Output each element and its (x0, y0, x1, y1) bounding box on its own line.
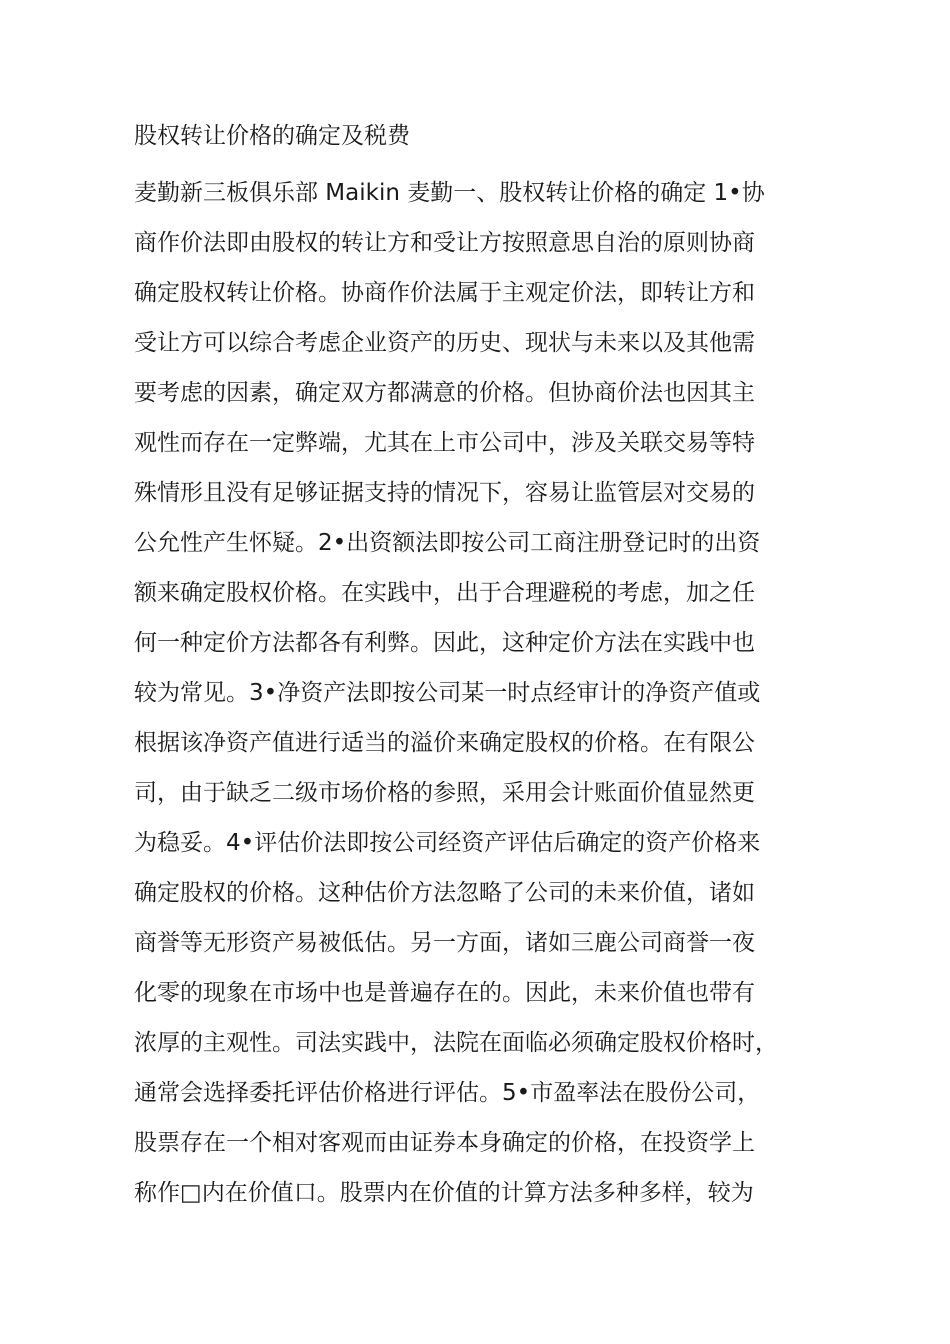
body-line: 化零的现象在市场中也是普遍存在的。因此，未来价值也带有 (134, 980, 755, 1006)
body-line: 公允性产生怀疑。2•出资额法即按公司工商注册登记时的出资 (134, 530, 761, 556)
body-line: 司，由于缺乏二级市场价格的参照，采用会计账面价值显然更 (134, 780, 755, 806)
body-line: 股票存在一个相对客观而由证券本身确定的价格，在投资学上 (134, 1130, 755, 1156)
document-body (134, 168, 834, 1218)
body-line: 通常会选择委托评估价格进行评估。5•市盈率法在股份公司， (134, 1080, 761, 1106)
body-line: 要考虑的因素，确定双方都满意的价格。但协商价法也因其主 (134, 380, 755, 406)
body-line: 为稳妥。4•评估价法即按公司经资产评估后确定的资产价格来 (134, 830, 761, 856)
body-line: 观性而存在一定弊端，尤其在上市公司中，涉及关联交易等特 (134, 430, 755, 456)
body-line: 受让方可以综合考虑企业资产的历史、现状与未来以及其他需 (134, 330, 755, 356)
body-line: 殊情形且没有足够证据支持的情况下，容易让监管层对交易的 (134, 480, 755, 506)
document-title: 股权转让价格的确定及税费 (134, 123, 410, 149)
body-line: 商誉等无形资产易被低估。另一方面，诸如三鹿公司商誉一夜 (134, 930, 755, 956)
body-line: 确定股权的价格。这种估价方法忽略了公司的未来价值，诸如 (134, 880, 755, 906)
body-line: 额来确定股权价格。在实践中，出于合理避税的考虑，加之任 (134, 580, 755, 606)
body-line: 根据该净资产值进行适当的溢价来确定股权的价格。在有限公 (134, 730, 755, 756)
body-line: 麦勤新三板俱乐部 Maikin 麦勤一、股权转让价格的确定 1•协 (134, 180, 765, 206)
body-line: 何一种定价方法都各有利弊。因此，这种定价方法在实践中也 (134, 630, 755, 656)
body-line: 较为常见。3•净资产法即按公司某一时点经审计的净资产值或 (134, 680, 761, 706)
body-line: 浓厚的主观性。司法实践中，法院在面临必须确定股权价格时， (134, 1030, 778, 1056)
body-line: 确定股权转让价格。协商作价法属于主观定价法，即转让方和 (134, 280, 755, 306)
document-page (134, 116, 834, 1218)
body-line: 商作价法即由股权的转让方和受让方按照意思自治的原则协商 (134, 230, 755, 256)
body-line: 称作□内在价值口。股票内在价值的计算方法多种多样，较为 (134, 1180, 754, 1206)
